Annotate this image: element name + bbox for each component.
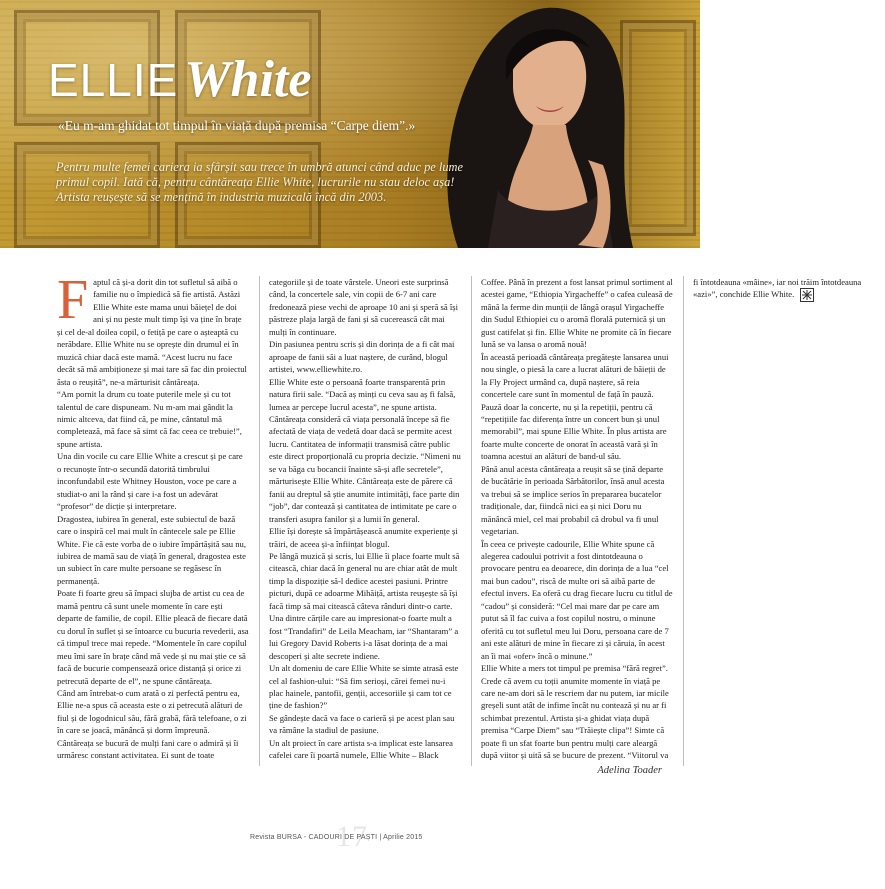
article-paragraph: Una din vocile cu care Ellie White a crescut și pe care o recunoște într-o secundă datorită timbrului inconfundabil este Whitney Houston, voce pe care a studiat-o ani la rând și care i-a fost un adevărat “profesor” de dicție și interpretare. [57, 451, 243, 512]
paragraph-text: aptul că și-a dorit din tot sufletul să aibă o familie nu o împiedică să fie artistă. Astăzi Ellie White este mama unui băiețel de doi ani și nu peste mult timp își va ține în brațe și cel de-al doilea copil, o fetiță pe care o așteaptă cu nerăbdare. Ellie White nu se oprește din drumul ei în muzică chiar dacă este mamă. “Acest lucru nu face decât să mă ambiționeze și mai tare să fac din proiectul ăsta o reușită”, ne-a mărturisit cântăreața. [57, 277, 247, 387]
article-paragraph: În ceea ce privește cadourile, Ellie White spune că alegerea cadoului potrivit a fost dintotdeauna o provocare pentru ea deoarece, din dorința de a lua “cel mai bun cadou”, riscă de multe ori să aibă parte de efectul invers. Ea oferă cu drag fiecare lucru cu titlul de “cadou” și consideră: “Cel mai mare dar pe care am putut să îl fac cuiva a fost copilul nostru, o minune oferită cu tot sufletul meu lui Doru, persoana care de 7 ani este alături de mine în fiecare zi și căruia, în acest an îi mai «ofer» încă o minune.” [481, 538, 673, 661]
footer-text: Revista BURSA - CADOURI DE PAȘTI | Aprilie 2015 [250, 834, 423, 841]
article-paragraph: Ellie își dorește să împărtășească anumite experiențe și trăiri, de aceea și-a înființat blogul. [269, 526, 458, 549]
intro-paragraph: Pentru multe femei cariera ia sfârșit sau trece în umbră atunci când aduc pe lume primul copil. Iată că, pentru cântăreața Ellie White, lucrurile nu stau deloc așa! Artista reușește să se mențină în industria muzicală încă din 2003. [56, 160, 463, 204]
article-paragraph: Cântăreața se bucură de mulți fani care o admiră și îi urmăresc constant activitatea. Ei sunt de toate categoriile și de toate vârstele. Uneori este surprinsă când, la concertele sale, vin copii de 6-7 ani care fredonează piese vechi de aproape 10 ani și speră să își păstreze plaja largă de fani și să cucerească cât mai mulți în continuare. [57, 277, 458, 761]
article-title [48, 51, 312, 108]
article-paragraph: Ellie White este o persoană foarte transparentă prin natura firii sale. “Dacă aș minți cu ceva sau aș fi falsă, lumea ar percepe lucrul acesta”, ne spune artista. Cântăreața consideră că viața personală începe să fie afectată de viața de vedetă doar dacă se permite acest lucru. Cantitatea de informații transmisă către public este direct proporțională cu propria decizie. “Nimeni nu se va băga cu bocancii înainte să-și afle secretele”, mărturisește Ellie White. Cântăreața este de părere că fanii au dreptul să știe anumite intimități, face parte din “job”, dar contează și cantitatea de intimitate pe care o transferi asupra fanilor și a lumii în general. [269, 376, 461, 524]
article-paragraph: Până anul acesta cântăreața a reușit să se țină departe de bucătărie în perioada Sărbătorilor, însă anul acesta va trebui să se implice serios în prepararea bucatelor tradiționale, dar, fiindcă nici ea și nici Doru nu mănâncă miel, cel mai probabil că drobul va fi unul vegetarian. [481, 463, 665, 537]
portrait-photo [418, 0, 648, 248]
article-paragraph: Dragostea, iubirea în general, este subiectul de bază care o inspiră cel mai mult în cântecele sale pe Ellie White. Fie că este vorba de o iubire împărtășită sau nu, iubirea de mamă sau de viață în general, dragostea este un subiect în care multe persoane se regăsesc în permanență. [57, 513, 246, 586]
article-paragraph: În această perioadă cântăreața pregătește lansarea unui nou single, o piesă la care a lucrat alături de băieții de la Fly Project urmând ca, după naștere, să reia concertele care sunt în momentul de față în pauză. Pauză doar la concerte, nu și la repetiții, pentru că “repetițiile fac diferența între un concert bun și unul memorabil”, mai spune Ellie White. În plus artista are foarte multe concerte de onorat în această vară și în toamna acestui an alături de band-ul său. [481, 351, 669, 462]
article-paragraph: Un alt domeniu de care Ellie White se simte atrasă este cel al fashion-ului: “Să fim serioși, cărei femei nu-i plac hainele, pantofii, genții, accesoriile și cam tot ce ține de fashion?” [269, 663, 459, 711]
page-number: 17 [336, 820, 368, 853]
pull-quote: «Eu m-am ghidat tot timpul în viață după premisa “Carpe diem”.» [58, 118, 416, 133]
title-part-2: White [184, 51, 312, 108]
paragraph-text: Ellie White a mers tot timpul pe premisa “fără regret”. Crede că avem cu toții anumite momente în viață pe care ne-am dori să le rescriem dar nu putem, iar micile greșeli sunt atât de infime încât nu contează și nu ar fi schimbat prezentul. Artista și-a ghidat viața după premisa “Carpe Diem” sau “Trăiește clipa”! Simte că poate fi un sfat foarte bun pentru mulți care aleargă după viitor și uită să se bucure de prezent. “Viitorul va fi întotdeauna «mâine», iar noi trăim întotdeauna «azi»”, conchide Ellie White. [481, 277, 862, 761]
article-paragraph: Se gândește dacă va face o carieră și pe acest plan sau va rămâne la stadiul de pasiune. [269, 712, 455, 736]
article-paragraph: Un alt proiect în care artista s-a implicat este lansarea cafelei care îi poartă numele, Ellie White – Black Coffee. Până în prezent a fost lansat primul sortiment al acestei game, “Ethiopia Yirgacheffe” o cafea culeasă de mână la ferme din munții de lângă orașul Yirgacheffe din Sudul Ethiopiei cu o aromă florală puternică și un gust catifelat și fin. Ellie White ne promite că în fiecare lună se va lansa o aromă nouă! [269, 277, 673, 761]
end-of-article-icon [800, 288, 814, 302]
article-paragraph: Din pasiunea pentru scris și din dorința de a fi cât mai aproape de fanii săi a luat naștere, de curând, blogul artistei, www.elliewhite.ro. [269, 339, 455, 375]
article-paragraph: Pe lângă muzică și scris, lui Ellie îi place foarte mult să citească, chiar dacă în general nu are chiar atât de mult timp la dispoziție să-l dedice acestei pasiuni. Printre picturi, după ce adoarme Mihăiță, artista reușește să își facă timp să mai citească câteva rânduri dintr-o carte. Una dintre cărțile care au impresionat-o foarte mult a fost “Trandafiri” de Leila Meacham, iar “Shantaram” a lui Gregory David Roberts i-a lăsat dorința de a mai descoperi și alte secrete indiene. [269, 550, 460, 661]
drop-cap: F [57, 269, 89, 331]
title-part-1: ELLIE [48, 54, 179, 106]
author-signature: Adelina Toader [597, 765, 662, 776]
article-paragraph: Când am întrebat-o cum arată o zi perfectă pentru ea, Ellie ne-a spus că aceasta este o zi petrecută alături de fiul și de logodnicul său, fără grabă, fără telefoane, o zi în care se joacă, mănâncă și dorm împreună. [57, 687, 247, 736]
article-paragraph: “Am pornit la drum cu toate puterile mele și cu tot talentul de care dispuneam. Nu m-am mai gândit la nimic altceva, dat fiind că, pe mine, cântatul mă completează, mă face să simt că fac ceea ce trebuie!”, spune artista. [57, 389, 242, 449]
article-paragraph [57, 269, 249, 388]
hero-photo [0, 0, 700, 248]
article-paragraph: Poate fi foarte greu să împaci slujba de artist cu cea de mamă pentru că sunt unele momente în care ești departe de familie, de copil. Ellie pleacă de fiecare dată cu dorul în suflet și se întoarce cu bucuria revederii, asa că timpul trece mai repede. “Momentele în care copilul meu îmi sare în brațe când mă vede și nu mai știe ce să facă de bucurie compensează orice distanță și orice zi petrecută departe de el”, ne spune cântăreața. [57, 588, 249, 686]
article-body [57, 269, 862, 766]
